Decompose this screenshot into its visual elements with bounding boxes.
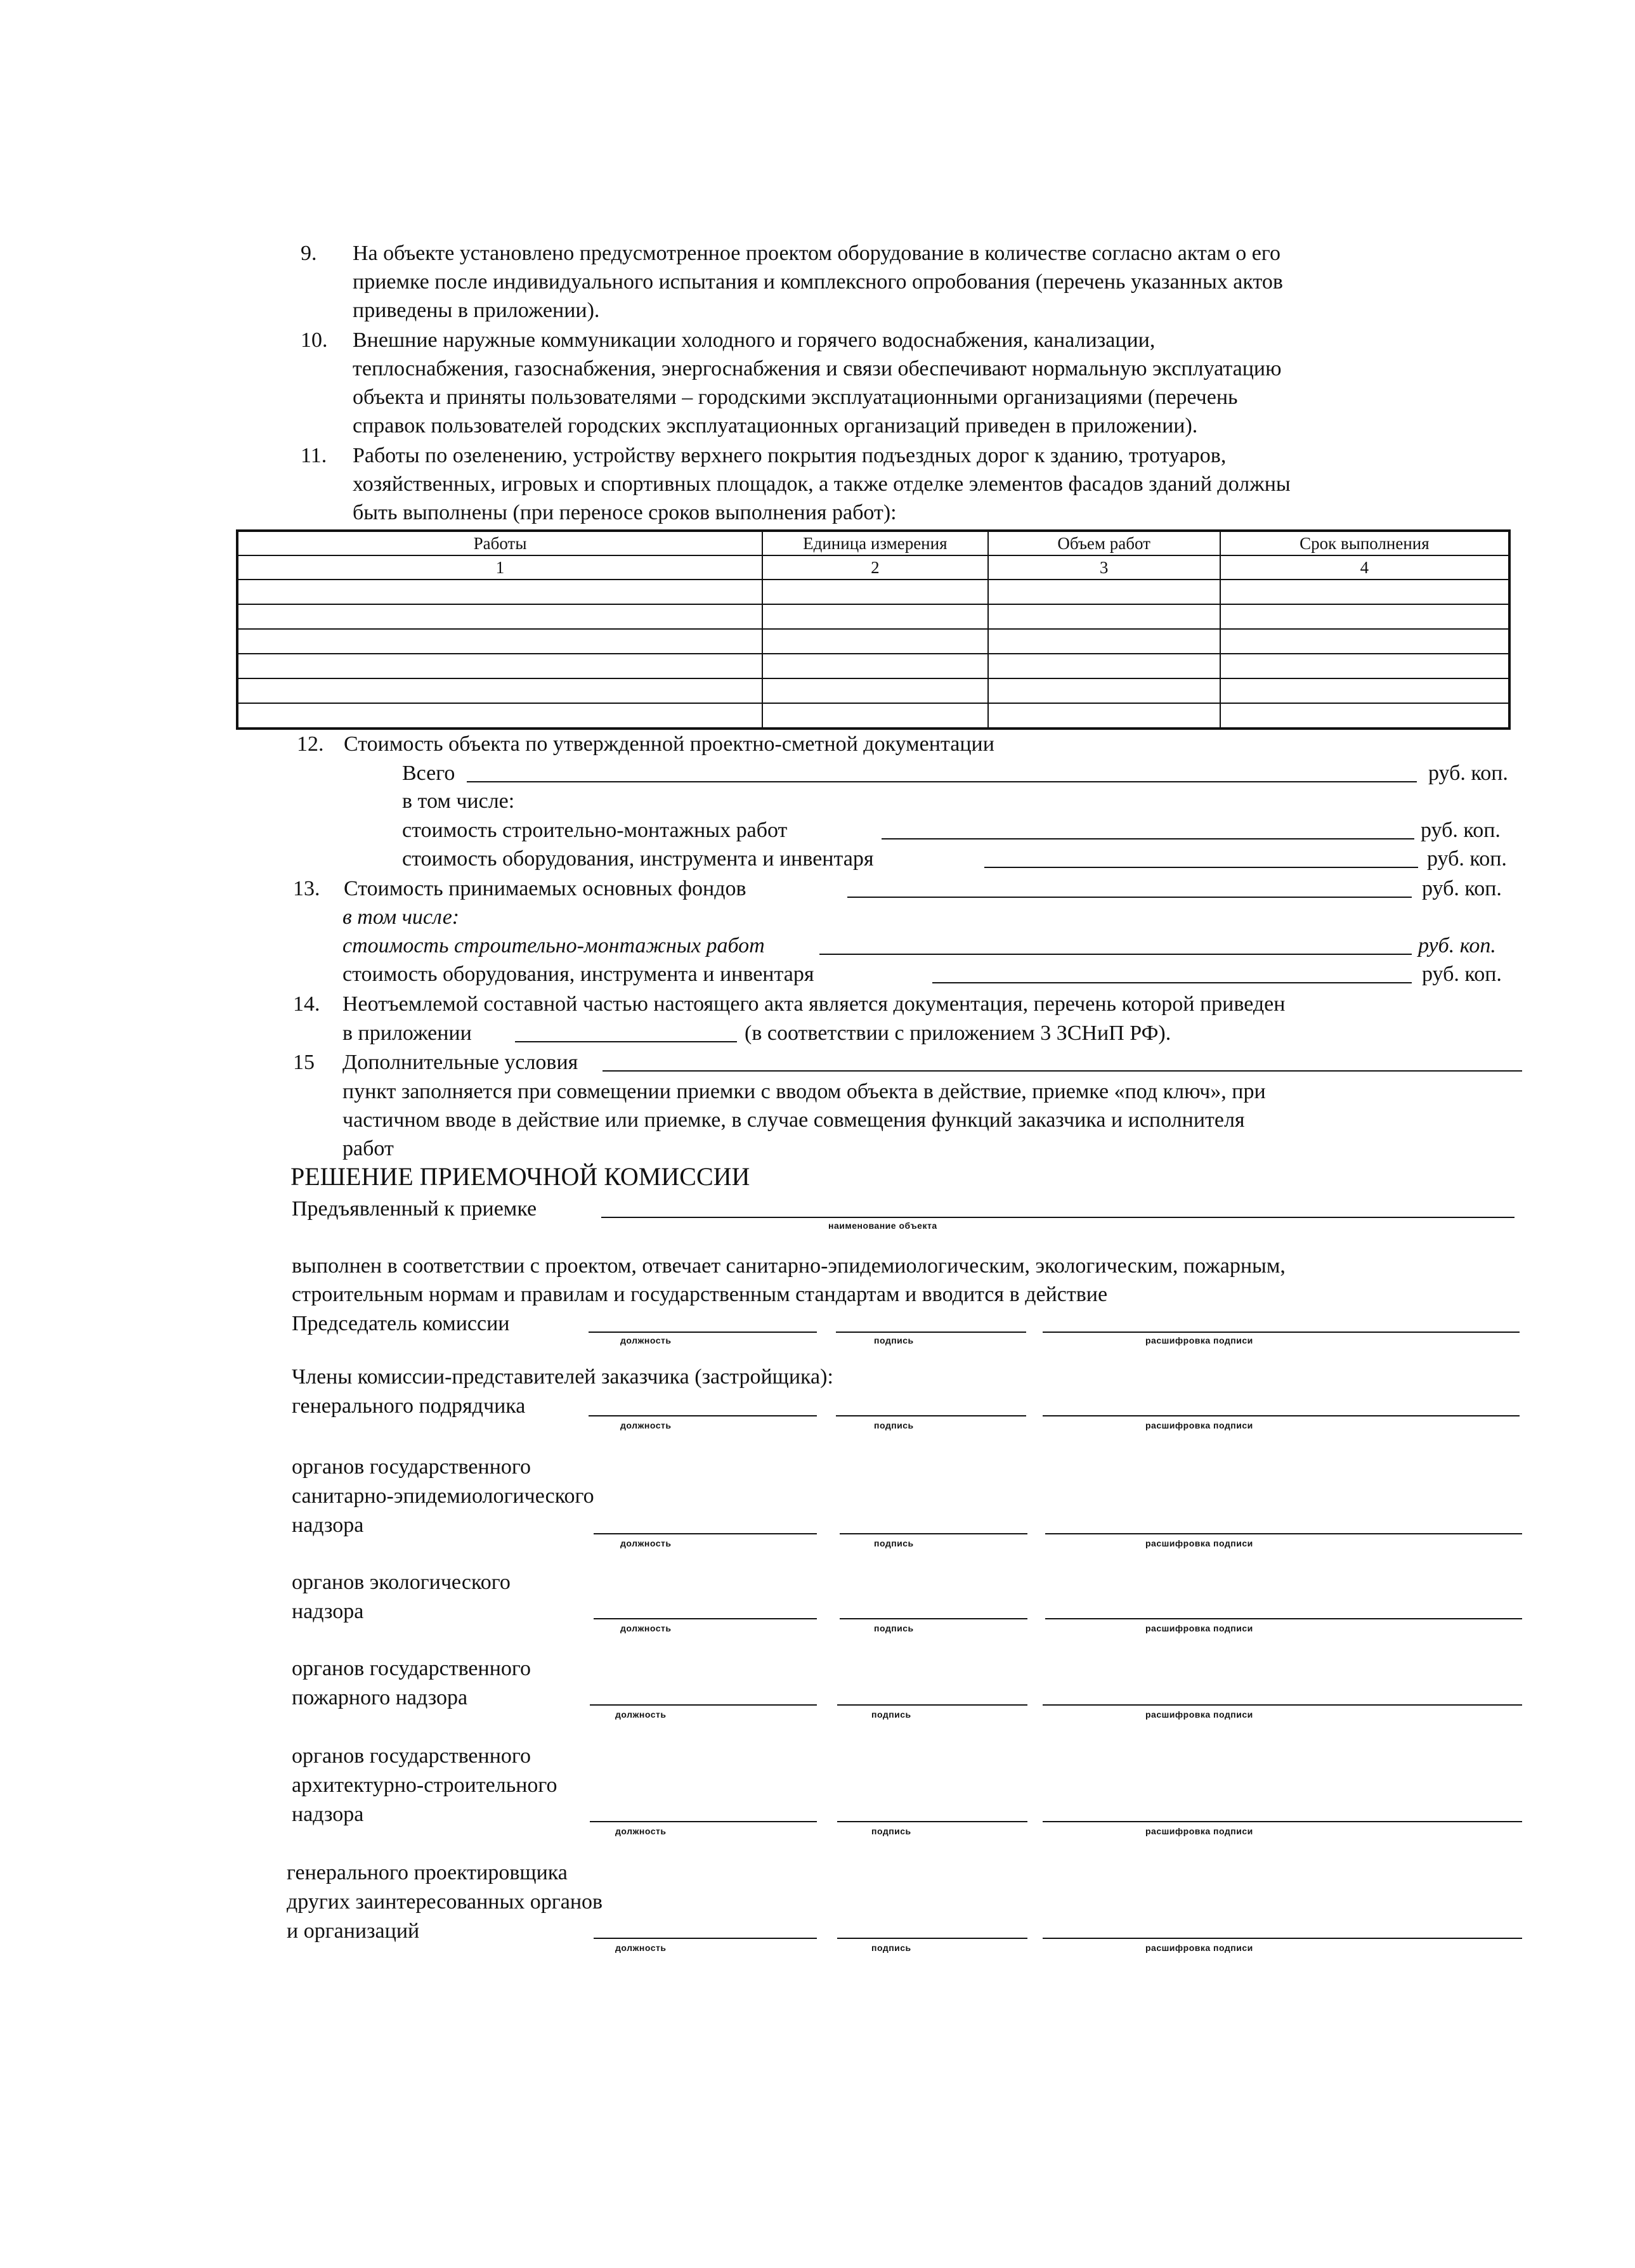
item-14-line-1: Неотъемлемой составной частью настоящего акта является документация, перечень которой приведен (342, 992, 1286, 1016)
item-15-note-3: работ (342, 1137, 394, 1160)
item-12-total-label: Всего (402, 761, 455, 785)
signer-sanitary-line-2: санитарно-эпидемиологического (292, 1484, 594, 1508)
signer-ecological-line-1: органов экологического (292, 1571, 511, 1594)
caption-signature: подпись (874, 1335, 914, 1345)
item-9-line-1: На объекте установлено предусмотренное проектом оборудование в количестве согласно актам о его (353, 242, 1280, 265)
chairman-label: Председатель комиссии (292, 1312, 510, 1335)
signer-designer-line-1: генерального проектировщика (287, 1861, 568, 1884)
signer-architecture-line-2: архитектурно-строительного (292, 1773, 557, 1797)
signer-1-decoding-field[interactable] (1043, 1415, 1520, 1416)
signer-2-position-field[interactable] (594, 1533, 817, 1534)
item-14-appendix-field[interactable] (515, 1041, 737, 1042)
item-9-line-3: приведены в приложении). (353, 299, 600, 322)
table-cell[interactable] (988, 703, 1220, 729)
signer-3-position-field[interactable] (594, 1618, 817, 1619)
item-13-title: Стоимость принимаемых основных фондов (344, 877, 746, 900)
signer-5-decoding-field[interactable] (1043, 1821, 1522, 1822)
signer-5-signature-field[interactable] (837, 1821, 1027, 1822)
caption-decoding: расшифровка подписи (1145, 1335, 1253, 1345)
chairman-decoding-field[interactable] (1043, 1332, 1520, 1333)
caption-position: должность (620, 1623, 672, 1633)
item-14-number: 14. (293, 992, 320, 1016)
item-13-smr-field[interactable] (819, 954, 1412, 955)
item-15-field[interactable] (603, 1070, 1522, 1072)
chairman-position-field[interactable] (589, 1332, 817, 1333)
table-cell[interactable] (237, 654, 762, 678)
caption-position: должность (620, 1335, 672, 1345)
item-13-equip-unit: руб. коп. (1422, 962, 1502, 986)
table-row (237, 678, 1509, 703)
caption-position: должность (615, 1826, 667, 1836)
table-cell[interactable] (988, 629, 1220, 654)
signer-6-position-field[interactable] (594, 1938, 817, 1939)
caption-position: должность (620, 1420, 672, 1430)
signer-4-decoding-field[interactable] (1043, 1704, 1522, 1706)
caption-decoding: расшифровка подписи (1145, 1420, 1253, 1430)
signer-6-signature-field[interactable] (837, 1938, 1027, 1939)
signer-sanitary-line-3: надзора (292, 1513, 364, 1537)
caption-decoding: расшифровка подписи (1145, 1709, 1253, 1720)
item-11-line-3: быть выполнены (при переносе сроков выполнения работ): (353, 501, 897, 524)
chairman-signature-field[interactable] (836, 1332, 1026, 1333)
table-cell[interactable] (988, 654, 1220, 678)
item-13-incl: в том числе: (342, 905, 460, 929)
decision-body-line-1: выполнен в соответствии с проектом, отвечает санитарно-эпидемиологическим, экологическим, пожарным, (292, 1254, 1286, 1278)
item-12-smr-label: стоимость строительно-монтажных работ (402, 819, 788, 842)
table-cell[interactable] (1220, 654, 1509, 678)
item-12-equip-unit: руб. коп. (1427, 847, 1507, 871)
item-12-incl: в том числе: (402, 789, 515, 813)
signer-sanitary-line-1: органов государственного (292, 1455, 531, 1479)
signer-4-position-field[interactable] (590, 1704, 817, 1706)
caption-position: должность (620, 1538, 672, 1548)
table-cell[interactable] (762, 604, 987, 629)
signer-1-signature-field[interactable] (836, 1415, 1026, 1416)
table-col-number: 4 (1220, 555, 1509, 580)
item-12-smr-field[interactable] (882, 838, 1414, 839)
item-10-number: 10. (301, 328, 328, 352)
table-cell[interactable] (762, 654, 987, 678)
item-14-line-2a: в приложении (342, 1021, 472, 1045)
members-label: Члены комиссии-представителей заказчика (застройщика): (292, 1365, 833, 1389)
decision-body-line-2: строительным нормам и правилам и государственным стандартам и вводится в действие (292, 1283, 1108, 1306)
item-13-number: 13. (293, 877, 320, 900)
item-12-equip-label: стоимость оборудования, инструмента и инвентаря (402, 847, 874, 871)
table-cell[interactable] (988, 678, 1220, 703)
table-cell[interactable] (237, 604, 762, 629)
item-11-line-1: Работы по озеленению, устройству верхнего покрытия подъездных дорог к зданию, тротуаров, (353, 444, 1227, 467)
table-cell[interactable] (237, 580, 762, 604)
signer-architecture-line-1: органов государственного (292, 1744, 531, 1768)
caption-decoding: расшифровка подписи (1145, 1826, 1253, 1836)
table-cell[interactable] (988, 604, 1220, 629)
item-15-label: Дополнительные условия (342, 1051, 578, 1074)
item-10-line-1: Внешние наружные коммуникации холодного и горячего водоснабжения, канализации, (353, 328, 1156, 352)
item-13-unit: руб. коп. (1422, 877, 1502, 900)
item-13-equip-field[interactable] (932, 982, 1412, 983)
table-row (237, 654, 1509, 678)
table-cell[interactable] (988, 580, 1220, 604)
item-12-total-unit: руб. коп. (1428, 761, 1508, 785)
item-15-note-1: пункт заполняется при совмещении приемки с вводом объекта в действие, приемке «под ключ», при (342, 1080, 1266, 1103)
signer-3-signature-field[interactable] (840, 1618, 1027, 1619)
table-cell[interactable] (762, 629, 987, 654)
caption-signature: подпись (871, 1943, 911, 1953)
signer-designer-line-3: и организаций (287, 1919, 420, 1943)
signer-5-position-field[interactable] (590, 1821, 817, 1822)
object-name-field[interactable] (601, 1217, 1514, 1218)
table-cell[interactable] (237, 629, 762, 654)
item-15-number: 15 (293, 1051, 315, 1074)
table-cell[interactable] (1220, 629, 1509, 654)
table-col-number: 2 (762, 555, 987, 580)
decision-heading: РЕШЕНИЕ ПРИЕМОЧНОЙ КОМИССИИ (290, 1162, 750, 1191)
table-row (237, 629, 1509, 654)
item-14-line-2b: (в соответствии с приложением 3 ЗСНиП РФ). (745, 1021, 1171, 1045)
signer-3-decoding-field[interactable] (1045, 1618, 1522, 1619)
table-cell[interactable] (1220, 580, 1509, 604)
item-12-number: 12. (297, 732, 324, 756)
table-row (237, 703, 1509, 729)
signer-2-signature-field[interactable] (840, 1533, 1027, 1534)
presented-label: Предъявленный к приемке (292, 1197, 537, 1221)
object-name-caption: наименование объекта (828, 1221, 937, 1231)
table-col-number: 3 (988, 555, 1220, 580)
item-12-total-field[interactable] (467, 781, 1417, 782)
item-10-line-3: объекта и приняты пользователями – городскими эксплуатационными организациями (перечень (353, 386, 1238, 409)
table-cell[interactable] (1220, 604, 1509, 629)
item-12-smr-unit: руб. коп. (1421, 819, 1501, 842)
item-9-number: 9. (301, 242, 317, 265)
item-12-title: Стоимость объекта по утвержденной проектно-сметной документации (344, 732, 994, 756)
item-10-line-4: справок пользователей городских эксплуатационных организаций приведен в приложении). (353, 414, 1198, 437)
caption-position: должность (615, 1943, 667, 1953)
caption-decoding: расшифровка подписи (1145, 1943, 1253, 1953)
table-header-works: Работы (237, 531, 762, 555)
table-cell[interactable] (762, 678, 987, 703)
item-12-equip-field[interactable] (984, 867, 1418, 868)
item-13-equip-label: стоимость оборудования, инструмента и инвентаря (342, 962, 814, 986)
signer-fire-line-1: органов государственного (292, 1657, 531, 1680)
table-header-row (237, 531, 1509, 555)
caption-signature: подпись (874, 1420, 914, 1430)
item-11-number: 11. (301, 444, 327, 467)
table-row (237, 604, 1509, 629)
item-10-line-2: теплоснабжения, газоснабжения, энергоснабжения и связи обеспечивают нормальную эксплуатацию (353, 357, 1282, 380)
table-number-row (237, 555, 1509, 580)
caption-signature: подпись (871, 1709, 911, 1720)
caption-signature: подпись (871, 1826, 911, 1836)
caption-position: должность (615, 1709, 667, 1720)
table-cell[interactable] (1220, 678, 1509, 703)
item-13-smr-label: стоимость строительно-монтажных работ (342, 934, 765, 957)
caption-decoding: расшифровка подписи (1145, 1538, 1253, 1548)
signer-6-decoding-field[interactable] (1043, 1938, 1522, 1939)
item-9-line-2: приемке после индивидуального испытания и комплексного опробования (перечень указанных актов (353, 270, 1283, 294)
table-cell[interactable] (237, 678, 762, 703)
table-cell[interactable] (762, 703, 987, 729)
caption-decoding: расшифровка подписи (1145, 1623, 1253, 1633)
table-header-unit: Единица измерения (762, 531, 987, 555)
item-15-note-2: частичном вводе в действие или приемке, в случае совмещения функций заказчика и исполнителя (342, 1108, 1245, 1132)
table-cell[interactable] (1220, 703, 1509, 729)
signer-fire-line-2: пожарного надзора (292, 1686, 468, 1709)
signer-2-decoding-field[interactable] (1045, 1533, 1522, 1534)
caption-signature: подпись (874, 1538, 914, 1548)
signer-general-contractor: генерального подрядчика (292, 1394, 526, 1418)
table-cell[interactable] (762, 580, 987, 604)
signer-4-signature-field[interactable] (837, 1704, 1027, 1706)
signer-designer-line-2: других заинтересованных органов (287, 1890, 603, 1914)
item-13-smr-unit: руб. коп. (1418, 934, 1496, 957)
works-table (236, 529, 1511, 730)
table-header-deadline: Срок выполнения (1220, 531, 1509, 555)
item-11-line-2: хозяйственных, игровых и спортивных площадок, а также отделке элементов фасадов зданий должны (353, 472, 1291, 496)
table-header-volume: Объем работ (988, 531, 1220, 555)
item-13-field[interactable] (847, 897, 1412, 898)
signer-1-position-field[interactable] (589, 1415, 817, 1416)
table-row (237, 580, 1509, 604)
signer-ecological-line-2: надзора (292, 1600, 364, 1623)
table-col-number: 1 (237, 555, 762, 580)
table-cell[interactable] (237, 703, 762, 729)
signer-architecture-line-3: надзора (292, 1803, 364, 1826)
caption-signature: подпись (874, 1623, 914, 1633)
